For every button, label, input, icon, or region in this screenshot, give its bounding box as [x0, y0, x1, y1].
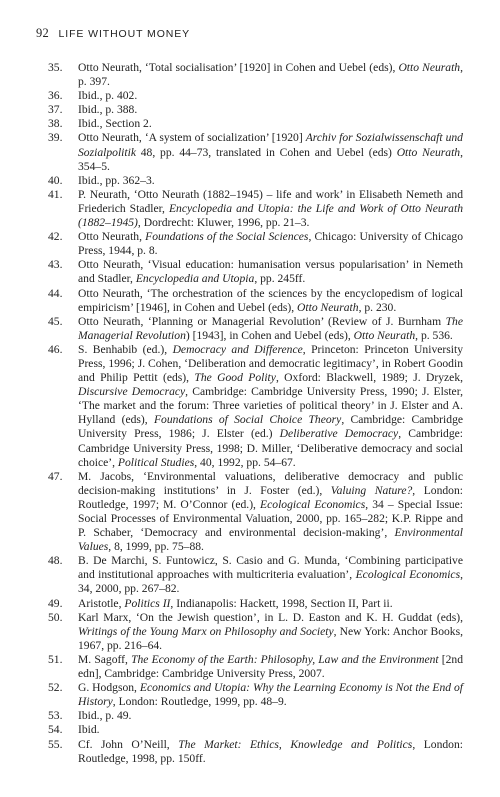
endnote-number: 37. — [48, 103, 63, 117]
text-run: , p. 230. — [358, 300, 397, 314]
text-run: M. Jacobs, ‘Environmental valuations, deliberative democracy and public decision-making institutions’ in J. Foster (ed.), — [78, 469, 463, 497]
endnote-number: 41. — [48, 187, 63, 201]
text-run: Ibid., p. 388. — [78, 103, 138, 117]
endnote-item — [48, 611, 463, 653]
text-run: , 34 – Special Issue: Social Processes of Environmental Valuation, 2000, pp. 165–282; K.P. Rippe and P. Schaber, ‘Democracy and environmental decision-making’, — [78, 497, 464, 540]
running-title: LIFE WITHOUT MONEY — [58, 28, 191, 40]
text-run: , London: Routledge, 1999, pp. 48–9. — [112, 695, 287, 709]
endnote-item — [48, 230, 463, 258]
endnote-text — [78, 103, 137, 116]
endnote-text — [78, 709, 131, 722]
endnote-number: 55. — [48, 737, 63, 751]
endnote-number: 36. — [48, 89, 63, 103]
italic-title: The Managerial Revolution — [78, 314, 463, 342]
endnote-text — [78, 131, 463, 172]
text-run: Ibid., p. 49. — [78, 709, 132, 723]
endnote-text — [78, 315, 463, 342]
endnote-item — [48, 597, 463, 611]
text-run: , 8, 1999, pp. 75–88. — [108, 540, 204, 554]
endnote-text — [78, 174, 155, 187]
text-run: , Cambridge: Cambridge University Press, 1990; J. Elster, ‘The market and the forum: Three varieties of political theory’ in J. Elster and A. Hylland (eds), — [78, 385, 463, 427]
endnote-number: 42. — [48, 230, 63, 244]
endnote-number: 48. — [48, 554, 63, 568]
text-run: M. Sagoff, — [78, 652, 132, 666]
text-run: , Indianapolis: Hackett, 1998, Section II, Part ii. — [170, 596, 393, 610]
endnote-item — [48, 738, 463, 766]
italic-title: Deliberative Democracy — [279, 427, 399, 441]
italic-title: Political Studies — [117, 455, 195, 469]
text-run: Otto Neurath, ‘The orchestration of the sciences by the encyclopedism of logical empiricism’ [1946], in Cohen and Uebel (eds), — [78, 286, 463, 314]
endnote-text — [78, 738, 463, 765]
italic-title: The Economy of the Earth: Philosophy, Law and the Environment — [131, 652, 439, 666]
italic-title: The Market: Ethics, Knowledge and Politics — [178, 737, 413, 751]
endnote-text — [78, 61, 463, 88]
endnote-text — [78, 554, 463, 595]
text-run: , Chicago: University of Chicago Press, 1944, p. 8. — [78, 230, 464, 258]
italic-title: Democracy and Difference — [172, 342, 303, 356]
endnote-item — [48, 117, 463, 131]
text-run: Cf. John O’Neill, — [78, 737, 179, 751]
text-run: , Oxford: Blackwell, 1989; J. Dryzek, — [275, 371, 464, 385]
endnote-text — [78, 723, 100, 736]
endnote-number: 44. — [48, 286, 63, 300]
italic-title: Encyclopedia and Utopia: the Life and Work of Otto Neurath (1882–1945) — [78, 201, 463, 230]
text-run: , p. 536. — [415, 328, 453, 342]
endnote-number: 39. — [48, 131, 63, 145]
endnote-text — [78, 653, 463, 680]
text-run: Ibid., Section 2. — [78, 117, 152, 131]
endnote-text — [78, 597, 393, 610]
text-run: , 354–5. — [78, 145, 463, 173]
italic-title: Foundations of Social Choice Theory — [153, 413, 342, 427]
endnote-item — [48, 89, 463, 103]
endnote-number: 35. — [48, 61, 63, 74]
endnote-number: 38. — [48, 117, 63, 131]
text-run: [2nd edn], Cambridge: Cambridge University Press, 2007. — [78, 652, 463, 681]
endnote-text — [78, 89, 137, 102]
endnote-number: 40. — [48, 173, 63, 187]
endnote-item — [48, 258, 463, 286]
endnote-number: 54. — [48, 723, 63, 737]
endnote-number: 53. — [48, 709, 63, 723]
italic-title: Otto Neurath — [353, 328, 416, 342]
endnote-item — [48, 61, 463, 89]
endnote-text — [78, 681, 463, 708]
endnote-text — [78, 258, 463, 285]
text-run: B. De Marchi, S. Funtowicz, S. Casio and G. Munda, ‘Combining participative and institutional approaches with multicriteria evaluation’, — [78, 554, 463, 582]
text-run: Otto Neurath, ‘Visual education: humanisation versus popularisation’ in Nemeth and Stadler, — [78, 258, 463, 286]
endnote-item — [48, 188, 463, 230]
endnote-item — [48, 709, 463, 723]
endnote-item — [48, 470, 463, 555]
endnote-number: 45. — [48, 314, 63, 328]
endnote-number: 46. — [48, 342, 63, 356]
endnote-item — [48, 131, 463, 173]
endnote-number: 43. — [48, 258, 63, 272]
text-run: Otto Neurath, ‘A system of socialization’ [1920] — [78, 131, 306, 145]
italic-title: Archiv for Sozialwissenschaft und Sozialpolitik — [78, 131, 463, 159]
text-run: , 34, 2000, pp. 267–82. — [78, 568, 463, 596]
italic-title: Politics II — [124, 596, 171, 610]
endnote-item — [48, 103, 463, 117]
text-run: Ibid., pp. 362–3. — [78, 173, 155, 187]
endnote-text — [78, 117, 152, 130]
endnote-text — [78, 188, 463, 229]
endnote-item — [48, 653, 463, 681]
text-run: , p. 397. — [78, 61, 463, 89]
italic-title: Valuing Nature? — [330, 483, 413, 497]
endnote-item — [48, 554, 463, 596]
endnote-item — [48, 174, 463, 188]
text-run: G. Hodgson, — [78, 681, 140, 695]
text-run: , New York: Anchor Books, 1967, pp. 216–64. — [78, 624, 463, 652]
text-run: Ibid., p. 402. — [78, 89, 138, 103]
text-run: Karl Marx, ‘On the Jewish question’, in L. D. Easton and K. H. Guddat (eds), — [78, 610, 463, 624]
endnote-item — [48, 343, 463, 470]
italic-title: Otto Neurath — [396, 145, 461, 159]
text-run: , Dordrecht: Kluwer, 1996, pp. 21–3. — [137, 216, 310, 230]
text-run: Otto Neurath, ‘Total socialisation’ [1920] in Cohen and Uebel (eds), — [78, 61, 399, 74]
endnote-item — [48, 681, 463, 709]
text-run: Otto Neurath, — [78, 230, 146, 244]
endnote-item — [48, 315, 463, 343]
italic-title: The Good Polity — [194, 371, 276, 385]
endnote-text — [78, 287, 463, 314]
italic-title: Writings of the Young Marx on Philosophy and Society — [78, 624, 334, 638]
endnote-text — [78, 611, 463, 652]
italic-title: Economics and Utopia: Why the Learning Economy is Not the End of History — [78, 681, 463, 709]
endnotes-list — [48, 61, 463, 766]
text-run: , Cambridge: Cambridge University Press, 1986; J. Elster (ed.) — [78, 413, 464, 441]
endnote-number: 52. — [48, 681, 63, 695]
text-run: , Cambridge: Cambridge University Press, 1998; D. Miller, ‘Deliberative democracy and social choice’, — [78, 427, 464, 469]
text-run: ) [1943], in Cohen and Uebel (eds), — [185, 328, 354, 342]
text-run: Aristotle, — [78, 596, 125, 610]
italic-title: Encyclopedia and Utopia — [135, 272, 255, 286]
endnote-number: 49. — [48, 596, 63, 610]
text-run: P. Neurath, ‘Otto Neurath (1882–1945) – life and work’ in Elisabeth Nemeth and Friederich Stadler, — [78, 187, 463, 215]
text-run: , pp. 245ff. — [254, 272, 306, 286]
text-run: , London: Routledge, 1997; M. O’Connor (ed.), — [78, 483, 463, 511]
italic-title: Ecological Economics — [355, 568, 461, 582]
endnote-text — [78, 470, 463, 553]
italic-title: Foundations of the Social Sciences — [145, 230, 309, 244]
endnote-number: 51. — [48, 652, 63, 666]
endnote-item — [48, 287, 463, 315]
endnote-item — [48, 723, 463, 737]
italic-title: Otto Neurath — [297, 300, 359, 314]
text-run: , Princeton: Princeton University Press, 1996; J. Cohen, ‘Deliberation and democratic legitimacy’, in Robert Goodin and Philip Pettit (eds), — [78, 342, 464, 385]
endnote-number: 50. — [48, 610, 63, 624]
text-run: 48, pp. 44–73, translated in Cohen and Uebel (eds) — [135, 145, 397, 159]
text-run: Otto Neurath, ‘Planning or Managerial Revolution’ (Review of J. Burnham — [78, 314, 446, 328]
text-run: , London: Routledge, 1998, pp. 150ff. — [78, 737, 463, 765]
text-run: S. Benhabib (ed.), — [78, 342, 173, 356]
text-run: , 40, 1992, pp. 54–67. — [194, 455, 296, 469]
running-header — [36, 26, 190, 41]
page-number: 92 — [36, 26, 50, 40]
italic-title: Ecological Economics — [260, 497, 366, 511]
endnote-number: 47. — [48, 469, 63, 483]
italic-title: Discursive Democracy — [78, 385, 186, 399]
italic-title: Otto Neurath — [398, 61, 461, 74]
endnote-text — [78, 230, 463, 257]
italic-title: Environmental Values — [78, 526, 463, 554]
endnote-text — [78, 343, 463, 469]
text-run: Ibid. — [78, 723, 100, 737]
